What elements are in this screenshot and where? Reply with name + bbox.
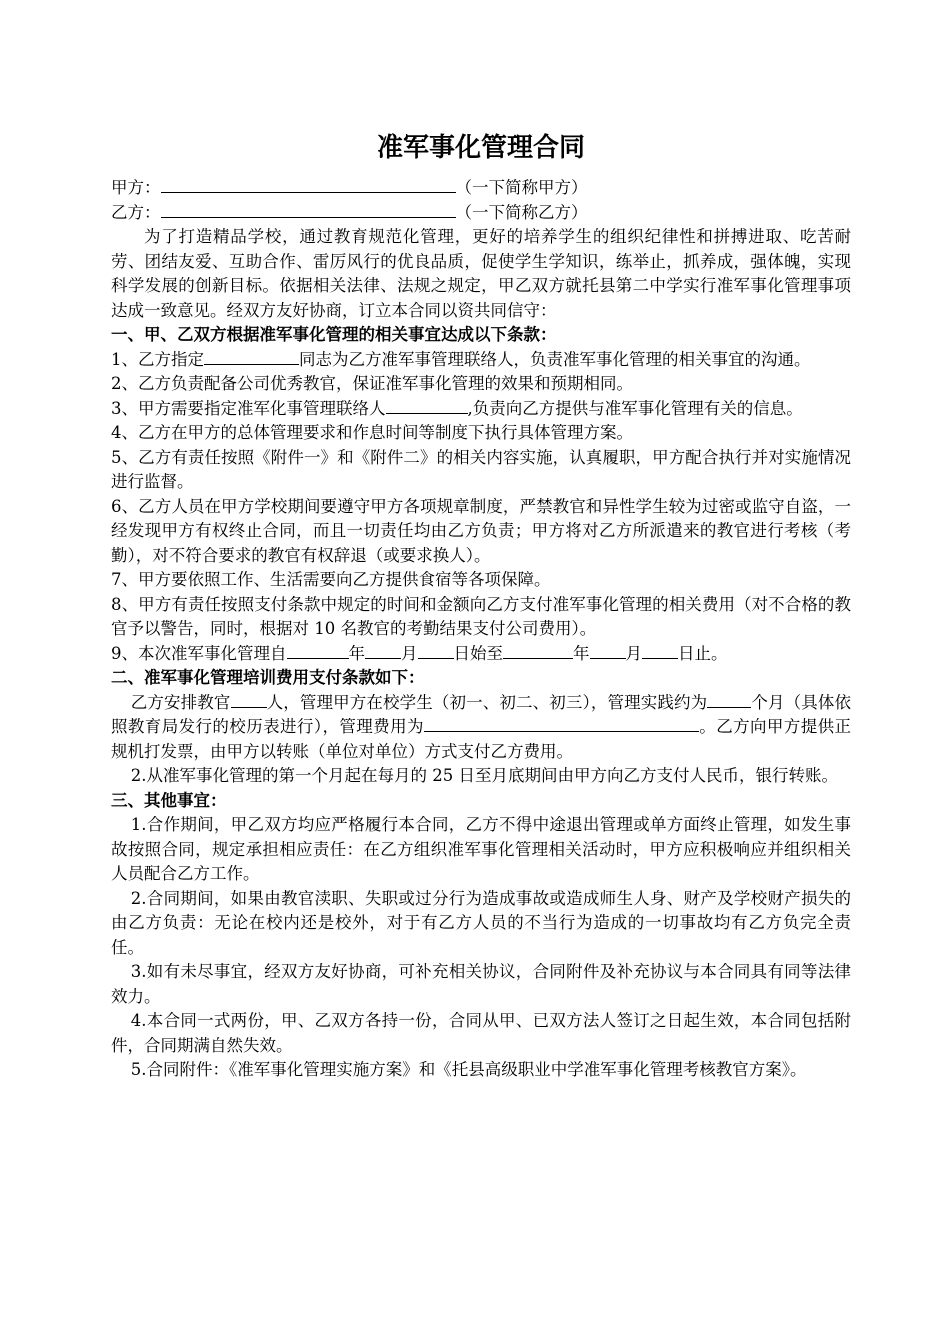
party-b-label: 乙方： [111, 202, 161, 222]
instructor-count-blank [231, 691, 267, 708]
party-a-blank [161, 176, 456, 193]
start-day-blank [418, 642, 454, 659]
payment-text-d: 。乙方向甲方提供正规机打发票，由甲方以转账（单位对单位）方式支付乙方费用。 [111, 717, 852, 761]
payment-paragraph-2: 2.从准军事化管理的第一个月起在每月的 25 日至月底期间由甲方向乙方支付人民币，银行转账。 [130, 766, 839, 785]
start-month-blank [365, 642, 401, 659]
clause-5: 5、乙方有责任按照《附件一》和《附件二》的相关内容实施，认真履职，甲方配合执行并对实施情况进行监督。 [111, 447, 851, 491]
document-title: 准军事化管理合同 [376, 133, 585, 163]
liaison-blank [204, 348, 299, 365]
other-clause-1: 1.合作期间，甲乙双方均应严格履行本合同，乙方不得中途退出管理或单方面终止管理，如发生事故按照合同，规定承担相应责任：在乙方组织准军事化管理相关活动时，甲方应积极响应并组织相关人员配合乙方工作。 [111, 815, 851, 883]
section3-heading: 三、其他事宜： [111, 790, 227, 810]
clause-1-text-a: 1、乙方指定 [111, 349, 204, 369]
end-day-blank [642, 642, 678, 659]
month-label: 月 [401, 643, 418, 663]
contract-page [111, 128, 851, 1083]
section1-heading: 一、甲、乙双方根据准军事化管理的相关事宜达成以下条款： [111, 325, 557, 344]
payment-text-b: 人，管理甲方在校学生（初一、初二、初三），管理实践约为 [266, 692, 708, 712]
party-b-line [111, 201, 851, 226]
clause-2: 2、乙方负责配备公司优秀教官，保证准军事化管理的效果和预期相同。 [111, 374, 633, 393]
payment-text-c: 个月（具体依照教育局发行的校历表进行），管理费用为 [111, 692, 852, 736]
end-year-blank [503, 642, 573, 659]
end-label: 日止。 [678, 643, 728, 663]
clause-9-text: 9、本次准军事化管理自 [111, 643, 287, 663]
payment-text-a: 乙方安排教官 [130, 692, 231, 712]
payment-paragraph [111, 691, 851, 765]
party-b-suffix: （一下简称乙方） [455, 202, 588, 222]
end-month-blank [590, 642, 626, 659]
clause-9 [111, 642, 851, 667]
other-clause-2: 2.合同期间，如果由教官渎职、失职或过分行为造成事故或造成师生人身、财产及学校财产损失的由乙方负责：无论在校内还是校外，对于有乙方人员的不当行为造成的一切事故均有乙方负完全责任。 [111, 888, 851, 957]
other-clause-3: 3.如有未尽事宜，经双方友好协商，可补充相关协议，合同附件及补充协议与本合同具有同等法律效力。 [111, 962, 851, 1006]
year-label: 年 [573, 643, 590, 663]
party-a-label: 甲方： [111, 178, 161, 197]
year-label: 年 [348, 643, 365, 663]
clause-7: 7、甲方要依照工作、生活需要向乙方提供食宿等各项保障。 [111, 570, 551, 589]
other-clause-4: 4.本合同一式两份，甲、乙双方各持一份，合同从甲、已双方法人签订之日起生效，本合同包括附件，合同期满自然失效。 [111, 1011, 851, 1055]
party-a-line [111, 176, 851, 201]
fee-blank [424, 715, 699, 732]
other-clause-5: 5.合同附件：《准军事化管理实施方案》和《托县高级职业中学准军事化管理考核教官方案》。 [130, 1060, 807, 1079]
section2-heading: 二、准军事化管理培训费用支付条款如下： [111, 668, 425, 687]
party-b-blank [161, 201, 456, 218]
clause-4: 4、乙方在甲方的总体管理要求和作息时间等制度下执行具体管理方案。 [111, 423, 633, 442]
months-blank [707, 691, 751, 708]
party-a-suffix: （一下简称甲方） [455, 178, 588, 197]
clause-3 [111, 397, 851, 422]
start-year-blank [287, 642, 349, 659]
clause-3-text-a: 3、甲方需要指定准军化事管理联络人 [111, 398, 386, 418]
clause-3-text-b: ,负责向乙方提供与准军事化管理有关的信息。 [467, 398, 803, 418]
clause-6: 6、乙方人员在甲方学校期间要遵守甲方各项规章制度，严禁教官和异性学生较为过密或监守自盗，一经发现甲方有权终止合同，而且一切责任均由乙方负责；甲方将对乙方所派遣来的教官进行考核（考勤），对不符合要求的教官有权辞退（或要求换人）。 [111, 496, 851, 565]
intro-paragraph: 为了打造精品学校，通过教育规范化管理，更好的培养学生的组织纪律性和拼搏进取、吃苦耐劳、团结友爱、互助合作、雷厉风行的优良品质，促使学生学知识，练举止，抓养成，强体魄，实现科学发展的创新目标。依据相关法律、法规之规定，甲乙双方就托县第二中学实行准军事化管理事项达成一致意见。经双方友好协商，订立本合同以资共同信守： [111, 227, 851, 320]
clause-1 [111, 348, 851, 373]
party-a-liaison-blank [386, 397, 468, 414]
clause-1-text-b: 同志为乙方准军事管理联络人，负责准军事化管理的相关事宜的沟通。 [299, 349, 811, 369]
clause-8: 8、甲方有责任按照支付条款中规定的时间和金额向乙方支付准军事化管理的相关费用（对不合格的教官予以警告，同时，根据对 10 名教官的考勤结果支付公司费用）。 [111, 594, 851, 638]
month-label: 月 [625, 643, 642, 663]
start-label: 日始至 [453, 643, 503, 663]
